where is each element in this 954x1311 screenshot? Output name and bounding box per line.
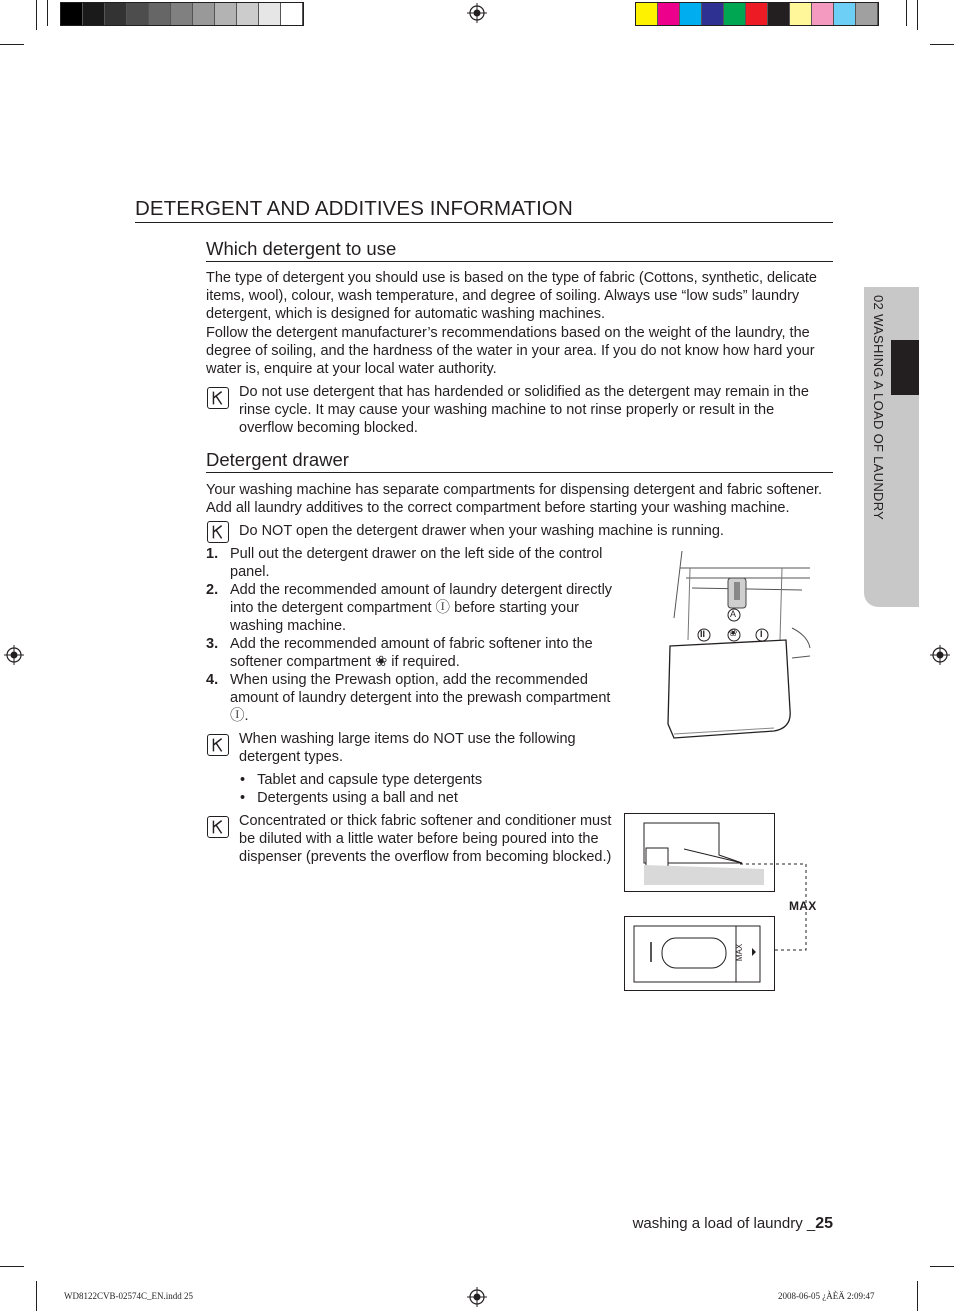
note-icon [207,521,229,543]
note-concentrated-softener: Concentrated or thick fabric softener and conditioner must be diluted with a little water before being poured into the dispenser (prevents the overflow from becoming blocked.) [239,813,612,865]
note-icon [207,734,229,756]
color-swatch [193,3,215,25]
footer-section-label: washing a load of laundry _ [632,1215,816,1232]
note-do-not-open-drawer: Do NOT open the detergent drawer when your washing machine is running. [239,523,724,539]
slug-timestamp: 2008-06-05 ¿ÀÈÄ 2:09:47 [778,1291,875,1301]
step-text: Pull out the detergent drawer on the left side of the control panel. [230,546,603,580]
crop-mark [47,0,48,26]
paragraph-detergent-type: The type of detergent you should use is based on the type of fabric (Cottons, synthetic, delicate items, wool), colour, wash temperature, and degree of soiling. Always use “low suds” laundry detergent, which is designed for automatic washing machines. [206,270,817,322]
color-swatch [237,3,259,25]
note-large-items: When washing large items do NOT use the following detergent types. [239,731,576,765]
process-color-bar [635,2,879,26]
color-swatch [61,3,83,25]
color-swatch [724,3,746,25]
max-label-small: MAX [735,943,745,962]
step-number: 4. [206,672,219,688]
crop-mark [930,1266,954,1267]
color-swatch [127,3,149,25]
color-swatch [702,3,724,25]
step-number: 1. [206,546,219,562]
paragraph-compartments: Your washing machine has separate compartments for dispensing detergent and fabric softener. Add all laundry additives to the correct compartment before starting your washing machine. [206,482,823,516]
registration-mark-icon [930,645,950,665]
registration-mark-icon [467,1287,487,1307]
crop-mark [917,0,918,30]
chapter-tab-label: 02 WASHING A LOAD OF LAUNDRY [871,295,886,521]
color-swatch [149,3,171,25]
color-swatch [680,3,702,25]
figure-label-one: I [760,629,763,639]
page-number: 25 [815,1215,833,1232]
crop-mark [36,0,37,30]
note-hardened-detergent: Do not use detergent that has hardended or solidified as the detergent may remain in the rinse cycle. It may cause your washing machine to not rinse properly or result in the overflow becoming blocked. [239,384,809,436]
color-swatch [215,3,237,25]
detergent-drawer-illustration [662,548,812,740]
figure-label-a: A [730,609,737,619]
step-text: Add the recommended amount of laundry detergent directly into the detergent compartment Ⓘ before starting your washing machine. [230,582,613,634]
page-footer [633,1215,833,1233]
registration-mark-icon [4,645,24,665]
color-swatch [171,3,193,25]
crop-mark [930,44,954,45]
crop-mark [0,1266,24,1267]
section-heading-which-detergent: Which detergent to use [206,238,833,262]
color-swatch [105,3,127,25]
color-swatch [259,3,281,25]
paragraph-manufacturer: Follow the detergent manufacturer’s recommendations based on the weight of the laundry, the degree of soiling, and the hardness of the water in your area. If you do not know how hard your water is, enquire at your local water authority. [206,325,815,377]
chapter-tab-marker [891,340,919,395]
slug-file-info: WD8122CVB-02574C_EN.indd 25 [64,1291,193,1301]
gray-color-bar [60,2,304,26]
registration-mark-icon [467,3,487,23]
color-swatch [768,3,790,25]
page-title: DETERGENT AND ADDITIVES INFORMATION [135,197,833,223]
color-swatch [281,3,303,25]
color-swatch [636,3,658,25]
crop-mark [906,0,907,26]
softener-icon: ❀ [729,628,738,639]
crop-mark [36,1281,37,1311]
step-text: When using the Prewash option, add the recommended amount of laundry detergent into the prewash compartment Ⓘ. [230,672,611,724]
color-swatch [658,3,680,25]
list-item: • Detergents using a ball and net [240,790,458,806]
note-icon [207,816,229,838]
color-swatch [746,3,768,25]
max-label: MAX [789,899,817,913]
crop-mark [917,1281,918,1311]
note-icon [207,387,229,409]
figure-label-two: II [700,629,706,639]
list-item: • Tablet and capsule type detergents [240,772,483,788]
max-level-top-view [624,916,776,992]
color-swatch [856,3,878,25]
step-number: 3. [206,636,219,652]
step-number: 2. [206,582,219,598]
crop-mark [0,44,24,45]
step-text: Add the recommended amount of fabric softener into the softener compartment ❀ if required. [230,636,593,670]
color-swatch [812,3,834,25]
color-swatch [83,3,105,25]
color-swatch [790,3,812,25]
color-swatch [834,3,856,25]
section-heading-detergent-drawer: Detergent drawer [206,449,833,473]
